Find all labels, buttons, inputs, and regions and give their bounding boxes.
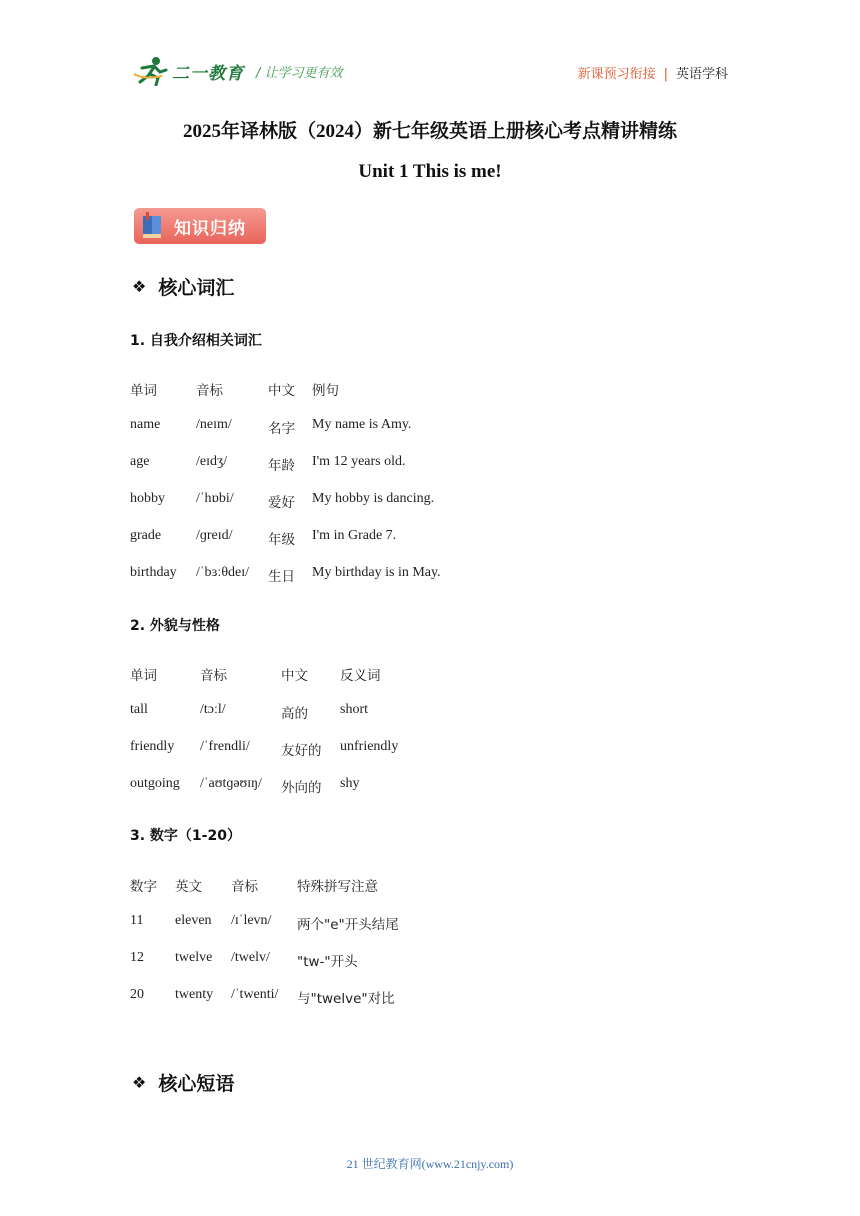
column-header: 特殊拼写注意 bbox=[297, 879, 378, 895]
spelling-note-cell: "tw-"开头 bbox=[297, 954, 358, 970]
word-cell: name bbox=[130, 417, 161, 432]
english-cell: twenty bbox=[175, 987, 214, 1002]
column-header: 英文 bbox=[175, 879, 202, 895]
word-cell: birthday bbox=[130, 565, 177, 580]
example-cell: My name is Amy. bbox=[312, 417, 412, 432]
phonetic-cell: /twelv/ bbox=[231, 950, 270, 965]
phonetic-cell: /ɪˈlevn/ bbox=[231, 913, 272, 928]
slogan: / 让学习更有效 bbox=[256, 66, 343, 81]
phonetic-cell: /ˈtwenti/ bbox=[231, 987, 279, 1002]
example-cell: My hobby is dancing. bbox=[312, 491, 435, 506]
spelling-note-cell: 与"twelve"对比 bbox=[297, 991, 395, 1007]
unit-title: Unit 1 This is me! bbox=[358, 161, 502, 182]
phonetic-cell: /neɪm/ bbox=[196, 417, 232, 432]
course-tag: 新课预习衔接 bbox=[577, 67, 656, 82]
chinese-cell: 友好的 bbox=[281, 743, 322, 759]
antonym-cell: unfriendly bbox=[340, 739, 399, 754]
number-cell: 11 bbox=[130, 913, 144, 928]
page-header bbox=[132, 52, 728, 88]
knowledge-summary-badge bbox=[134, 208, 266, 244]
diamond-bullet-icon: ❖ bbox=[132, 277, 147, 296]
example-cell: I'm in Grade 7. bbox=[312, 528, 397, 543]
word-cell: grade bbox=[130, 528, 162, 543]
separator: | bbox=[663, 67, 668, 82]
chinese-cell: 名字 bbox=[268, 421, 295, 437]
chinese-cell: 生日 bbox=[268, 569, 295, 585]
word-cell: tall bbox=[130, 702, 148, 717]
antonym-cell: shy bbox=[340, 776, 360, 791]
runner-logo-icon bbox=[132, 56, 170, 86]
logo-text: 二一教育 bbox=[172, 63, 244, 84]
chinese-cell: 年龄 bbox=[268, 458, 295, 474]
antonym-cell: short bbox=[340, 702, 368, 717]
section-title: 核心短语 bbox=[158, 1073, 235, 1095]
column-header: 音标 bbox=[196, 383, 223, 399]
section-heading-core-phrases bbox=[132, 1069, 234, 1096]
column-header: 单词 bbox=[130, 668, 157, 684]
document-title: 2025年译林版（2024）新七年级英语上册核心考点精讲精练 bbox=[182, 121, 677, 142]
logo bbox=[132, 56, 244, 86]
subject-tag: 英语学科 bbox=[675, 67, 728, 82]
column-header: 音标 bbox=[231, 879, 258, 895]
column-header: 单词 bbox=[130, 383, 157, 399]
column-header: 音标 bbox=[200, 668, 227, 684]
phonetic-cell: /tɔːl/ bbox=[200, 702, 226, 717]
section-title: 核心词汇 bbox=[158, 277, 235, 299]
word-cell: friendly bbox=[130, 739, 175, 754]
english-cell: twelve bbox=[175, 950, 213, 965]
badge-label: 知识归纳 bbox=[174, 218, 246, 239]
subsection-heading: 3. 数字（1-20） bbox=[130, 828, 241, 844]
subsection-heading: 2. 外貌与性格 bbox=[130, 618, 220, 634]
number-cell: 20 bbox=[130, 987, 144, 1002]
chinese-cell: 外向的 bbox=[281, 780, 322, 796]
phonetic-cell: /ˈfrendli/ bbox=[200, 739, 250, 754]
word-cell: hobby bbox=[130, 491, 165, 506]
number-cell: 12 bbox=[130, 950, 144, 965]
phonetic-cell: /ˈbɜːθdeɪ/ bbox=[196, 565, 250, 580]
chinese-cell: 年级 bbox=[268, 532, 295, 548]
column-header: 中文 bbox=[268, 383, 295, 399]
section-heading-core-vocab bbox=[132, 273, 234, 300]
diamond-bullet-icon: ❖ bbox=[132, 1073, 147, 1092]
chinese-cell: 高的 bbox=[281, 706, 308, 722]
chinese-cell: 爱好 bbox=[268, 495, 295, 511]
word-cell: outgoing bbox=[130, 776, 180, 791]
column-header: 数字 bbox=[130, 879, 157, 895]
spelling-note-cell: 两个"e"开头结尾 bbox=[297, 917, 399, 933]
column-header: 例句 bbox=[312, 383, 339, 399]
phonetic-cell: /ɡreɪd/ bbox=[196, 528, 233, 543]
subsection-heading: 1. 自我介绍相关词汇 bbox=[130, 333, 262, 349]
phonetic-cell: /ˈhɒbi/ bbox=[196, 491, 234, 506]
phonetic-cell: /ˈaʊtɡəʊɪŋ/ bbox=[200, 776, 262, 791]
example-cell: My birthday is in May. bbox=[312, 565, 441, 580]
column-header: 中文 bbox=[281, 668, 308, 684]
page-footer: 21 世纪教育网(www.21cnjy.com) bbox=[346, 1157, 514, 1171]
phonetic-cell: /eɪdʒ/ bbox=[196, 454, 228, 469]
word-cell: age bbox=[130, 454, 150, 469]
column-header: 反义词 bbox=[340, 668, 381, 684]
header-tags bbox=[578, 63, 728, 82]
example-cell: I'm 12 years old. bbox=[312, 454, 406, 469]
english-cell: eleven bbox=[175, 913, 212, 928]
book-icon bbox=[140, 212, 166, 240]
